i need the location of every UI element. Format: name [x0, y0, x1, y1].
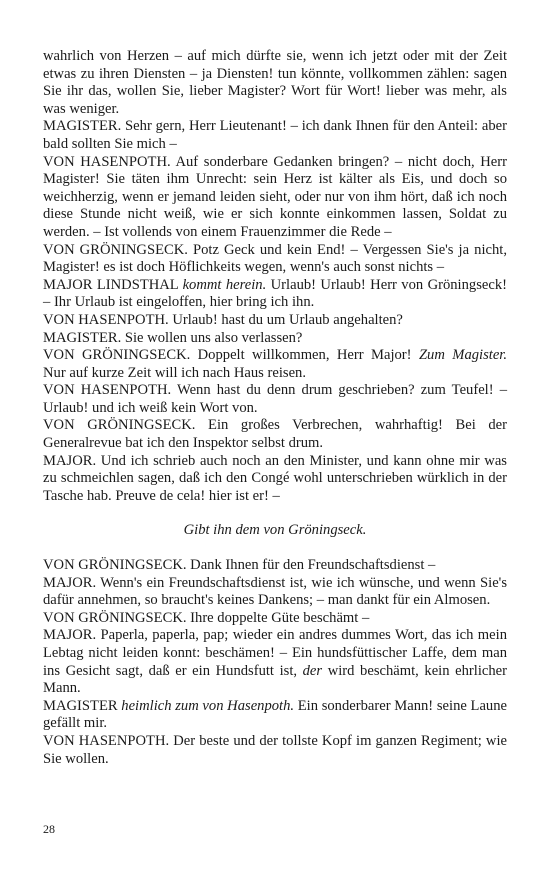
text-run: VON HASENPOTH. Wenn hast du denn drum geschrieben? zum Teufel! – Urlaub! und ich weiß kein Wort von. — [43, 382, 507, 416]
page-number: 28 — [43, 822, 55, 836]
text-run: wird beschämt, kein ehrlicher Mann. — [43, 662, 507, 697]
dialogue-paragraph — [43, 154, 507, 242]
text-run: MAGISTER. Sie wollen uns also verlassen? — [43, 329, 303, 346]
italic-run: Gibt ihn dem von Gröningseck. — [183, 522, 367, 539]
text-run: Nur auf kurze Zeit will ich nach Haus reisen. — [43, 364, 306, 381]
text-run: VON GRÖNINGSECK. Potz Geck und kein End! – Vergessen Sie's ja nicht, Magister! es ist doch Höflichkeits wegen, wenn's auch sonst nichts – — [43, 241, 507, 276]
stage-direction — [43, 522, 507, 540]
italic-run: der — [302, 662, 323, 679]
text-run: Ein sonderbarer Mann! seine Laune gefällt mir. — [43, 697, 507, 732]
italic-run: heimlich zum von Hasenpoth. — [121, 697, 295, 714]
text-run: MAJOR. Und ich schrieb auch noch an den Minister, und kann ohne mir was zu schmeichlen sagen, daß ich den Congé wohl unterschrieben würklich in der Tasche hab. Preuve de cela! hier ist er! – — [43, 452, 507, 504]
dialogue-paragraph — [43, 277, 507, 312]
dialogue-paragraph — [43, 575, 507, 610]
dialogue-paragraph — [43, 118, 507, 153]
text-run: VON GRÖNINGSECK. Ein großes Verbrechen, wahrhaftig! Bei der Generalrevue bat ich den Inspektor selbst drum. — [43, 417, 507, 452]
dialogue-paragraph — [43, 417, 507, 452]
dialogue-paragraph — [43, 242, 507, 277]
dialogue-paragraph — [43, 733, 507, 768]
text-run: MAJOR. Wenn's ein Freundschaftsdienst ist, wie ich wünsche, und wenn Sie's dafür annehmen, so braucht's keines Dankens; – man dankt für ein Almosen. — [43, 574, 507, 609]
dialogue-paragraph — [43, 453, 507, 506]
text-run: VON HASENPOTH. Urlaub! hast du um Urlaub angehalten? — [43, 311, 403, 328]
text-run: Urlaub! Urlaub! Herr von Gröningseck! – Ihr Urlaub ist eingeloffen, hier bring ich ihn. — [43, 276, 507, 311]
text-run: VON HASENPOTH. Auf sonderbare Gedanken bringen? – nicht doch, Herr Magister! Sie täten ihm Unrecht: sein Herz ist kälter als Eis, und doch so weichherzig, wenn er jemand leiden sieht, oder nur von ihm hört, daß ich noch diese Stunde nicht weiß, wie er sich konnte einkommen lassen, Soldat zu werden. – Ist vollends von einem Frauenzimmer die Rede – — [43, 153, 507, 240]
dialogue-paragraph — [43, 330, 507, 348]
text-run: wahrlich von Herzen – auf mich dürfte sie, wenn ich jetzt oder mit der Zeit etwas zu ihren Diensten – ja Diensten! tun könnte, vollkommen zählen: sagen Sie ihr das, wollen Sie, lieber Magister? Wort für Wort! lieber was mehr, als was weniger. — [43, 48, 507, 117]
text-run: MAGISTER — [43, 697, 122, 714]
text-run: MAJOR LINDSTHAL — [43, 276, 183, 293]
text-run: VON HASENPOTH. Der beste und der tollste Kopf im ganzen Regiment; wie Sie wollen. — [43, 732, 507, 767]
dialogue-paragraph — [43, 347, 507, 382]
dialogue-paragraph — [43, 610, 507, 628]
dialogue-paragraph — [43, 698, 507, 733]
dialogue-paragraph — [43, 627, 507, 697]
dialogue-paragraph — [43, 382, 507, 417]
dialogue-paragraph — [43, 557, 507, 575]
text-run: VON GRÖNINGSECK. Doppelt willkommen, Herr Major! — [43, 347, 419, 364]
text-run: MAGISTER. Sehr gern, Herr Lieutenant! – ich dank Ihnen für den Anteil: aber bald sollten Sie mich – — [43, 118, 507, 152]
text-run: MAJOR. Paperla, paperla, pap; wieder ein andres dummes Wort, das ich mein Lebtag nicht leiden konnt: beschämen! – Ein hundsfüttischer Laffe, dem man ins Gesicht sagt, daß er ein Hundsfutt ist, — [43, 627, 507, 679]
italic-run: kommt herein. — [182, 276, 267, 293]
text-run: VON GRÖNINGSECK. Ihre doppelte Güte beschämt – — [43, 609, 370, 626]
text-run: VON GRÖNINGSECK. Dank Ihnen für den Freundschaftsdienst – — [43, 557, 436, 574]
page-body — [43, 48, 507, 768]
dialogue-paragraph — [43, 48, 507, 118]
italic-run: Zum Magister. — [418, 347, 508, 364]
dialogue-paragraph — [43, 312, 507, 330]
